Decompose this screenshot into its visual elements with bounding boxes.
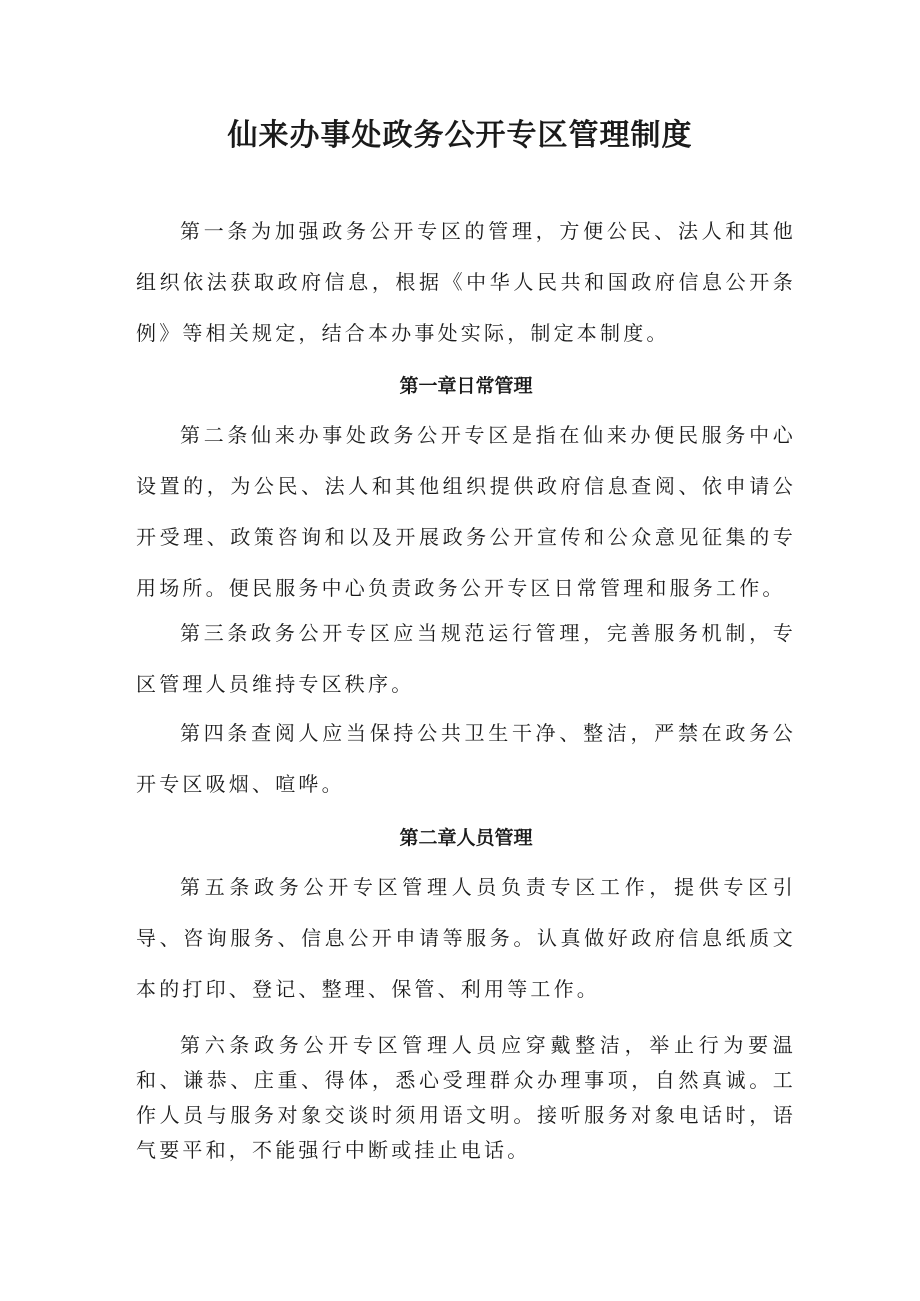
chapter-2-heading: 第二章人员管理 <box>399 827 533 849</box>
article-1: 第一条为加强政务公开专区的管理，方便公民、法人和其他组织依法获取政府信息，根据《中华人民共和国政府信息公开条例》等相关规定，结合本办事处实际，制定本制度。 <box>136 219 796 345</box>
chapter-1-heading: 第一章日常管理 <box>399 375 533 397</box>
article-6: 第六条政务公开专区管理人员应穿戴整洁，举止行为要温和、谦恭、庄重、得体，悉心受理群众办理事项，自然真诚。工作人员与服务对象交谈时须用语文明。接听服务对象电话时，语气要平和，不能强行中断或挂止电话。 <box>136 1033 796 1162</box>
document-title: 仙来办事处政务公开专区管理制度 <box>227 118 693 153</box>
article-5: 第五条政务公开专区管理人员负责专区工作，提供专区引导、咨询服务、信息公开申请等服务。认真做好政府信息纸质文本的打印、登记、整理、保管、利用等工作。 <box>136 875 796 1001</box>
article-4: 第四条查阅人应当保持公共卫生干净、整洁，严禁在政务公开专区吸烟、喧哗。 <box>136 721 796 796</box>
article-3: 第三条政务公开专区应当规范运行管理，完善服务机制，专区管理人员维持专区秩序。 <box>136 621 796 696</box>
article-2: 第二条仙来办事处政务公开专区是指在仙来办便民服务中心设置的，为公民、法人和其他组织提供政府信息查阅、依申请公开受理、政策咨询和以及开展政务公开宣传和公众意见征集的专用场所。便民服务中心负责政务公开专区日常管理和服务工作。 <box>136 423 796 600</box>
